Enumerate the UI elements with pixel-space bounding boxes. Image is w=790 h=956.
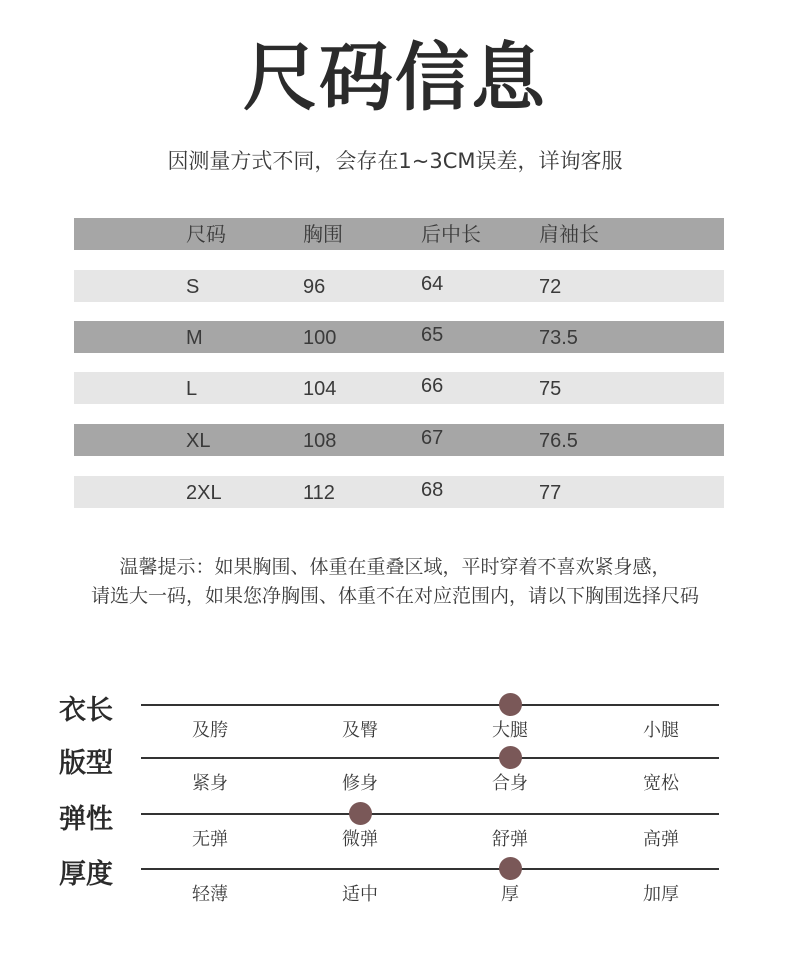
scale-option: 高弹 [643,829,679,850]
attribute-label: 版型 [59,748,113,779]
table-header-row [74,218,724,250]
shoulder-sleeve-cell: 73.5 [539,327,578,349]
shoulder-sleeve-cell: 72 [539,276,562,298]
page-title: 尺码信息 [243,35,547,121]
header-back-length: 后中长 [421,224,481,246]
table-row [74,321,724,353]
header-chest: 胸围 [303,224,343,246]
chest-cell: 108 [303,430,337,452]
back-length-cell: 66 [421,375,444,397]
scale-option: 舒弹 [492,829,528,850]
size-cell: L [186,378,198,400]
scale-option: 大腿 [492,720,528,741]
sizing-tip-line-2: 请选大一码，如果您净胸围、体重不在对应范围内，请以下胸围选择尺码 [90,585,699,607]
table-row [74,372,724,404]
scale-option: 轻薄 [192,884,228,905]
scale-option: 修身 [342,773,378,794]
chest-cell: 96 [303,276,326,298]
back-length-cell: 68 [421,479,444,501]
back-length-cell: 65 [421,324,444,346]
attribute-row-thickness [0,859,790,924]
chest-cell: 104 [303,378,337,400]
table-row [74,476,724,508]
table-row [74,424,724,456]
selected-indicator-dot [499,857,522,880]
size-cell: 2XL [186,482,222,504]
chest-cell: 100 [303,327,337,349]
scale-line [141,813,719,815]
attribute-label: 厚度 [59,859,113,890]
attribute-label: 弹性 [59,804,113,835]
attribute-row-elasticity [0,804,790,869]
sizing-tip-line-1: 温馨提示：如果胸围、体重在重叠区域，平时穿着不喜欢紧身感， [119,556,671,578]
selected-indicator-dot [349,802,372,825]
header-size: 尺码 [186,224,226,246]
scale-option: 及胯 [192,720,228,741]
attribute-row-length [0,695,790,760]
scale-option: 合身 [492,773,528,794]
scale-option: 厚 [501,884,519,905]
selected-indicator-dot [499,746,522,769]
sizing-tip [0,553,790,611]
size-cell: XL [186,430,211,452]
size-cell: S [186,276,200,298]
scale-option: 加厚 [643,884,679,905]
scale-line [141,868,719,870]
scale-option: 紧身 [192,773,228,794]
table-row [74,270,724,302]
header-shoulder-sleeve: 肩袖长 [539,224,599,246]
measurement-disclaimer: 因测量方式不同，会存在1~3CM误差，详询客服 [167,149,623,173]
attribute-row-fit [0,748,790,813]
scale-option: 宽松 [643,773,679,794]
chest-cell: 112 [303,482,335,504]
scale-option: 无弹 [192,829,228,850]
attribute-label: 衣长 [59,695,113,726]
scale-option: 微弹 [342,829,378,850]
back-length-cell: 67 [421,427,444,449]
scale-option: 适中 [342,884,378,905]
scale-option: 小腿 [643,720,679,741]
shoulder-sleeve-cell: 76.5 [539,430,578,452]
scale-line [141,757,719,759]
shoulder-sleeve-cell: 75 [539,378,562,400]
selected-indicator-dot [499,693,522,716]
back-length-cell: 64 [421,273,444,295]
size-cell: M [186,327,203,349]
shoulder-sleeve-cell: 77 [539,482,562,504]
scale-option: 及臀 [342,720,378,741]
scale-line [141,704,719,706]
